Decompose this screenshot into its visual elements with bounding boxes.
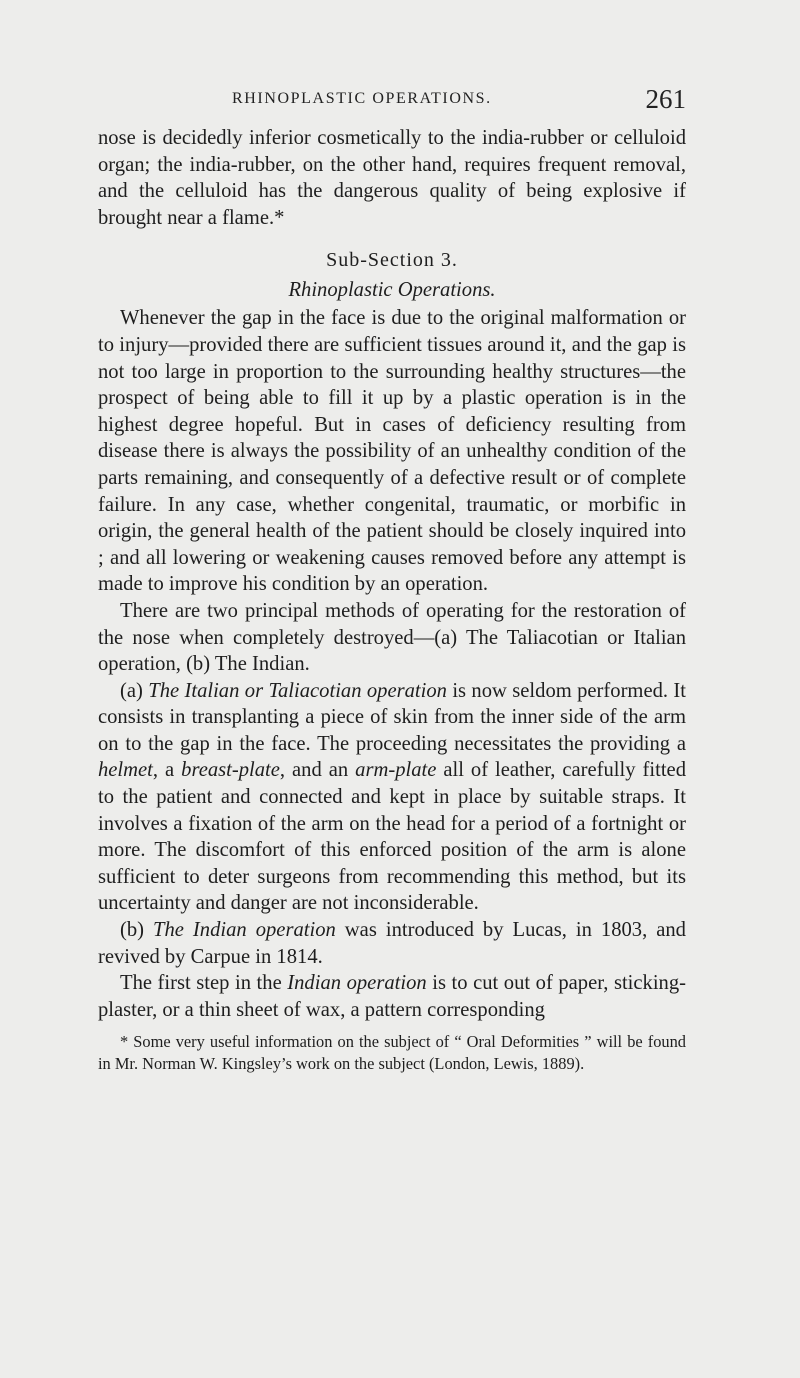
italian-text-4: all of leather, carefully fitted to the patient and connected and kept in place by suitable straps. It involves a fixation of the arm on the head for a period of a fortnight or more. The discomfort of this enforced position of the arm is alone sufficient to deter surgeons from recommending this method, but its uncertainty and danger are not inconsiderable. xyxy=(98,759,686,915)
running-title: RHINOPLASTIC OPERATIONS. xyxy=(232,90,492,107)
first-step-text-2: is to cut out of paper, sticking-plaster, or a thin sheet of wax, a pattern corresponding xyxy=(98,972,687,1021)
first-step-title: Indian operation xyxy=(287,972,427,995)
indian-text: was introduced by Lucas, in 1803, and revived by Carpue in 1814. xyxy=(98,919,686,968)
section-subtitle: Rhinoplastic Operations. xyxy=(288,279,496,302)
italian-text-3: , and an xyxy=(279,759,356,782)
paragraph-indian-operation xyxy=(98,917,686,970)
section-heading: Sub-Section 3. xyxy=(326,249,458,272)
indian-operation-title: The Indian operation xyxy=(153,919,336,942)
label-b: (b) xyxy=(120,919,145,942)
paragraph-methods: There are two principal methods of operating for the restoration of the nose when completely destroyed—(a) The Taliacotian or Italian operation, (b) The Indian. xyxy=(98,599,686,676)
first-step-text-1: The first step in the xyxy=(120,972,288,995)
body-text xyxy=(98,125,686,1075)
term-arm-plate: arm-plate xyxy=(355,759,437,782)
paragraph-whenever: Whenever the gap in the face is due to the original malformation or to injury—provided there are sufficient tissues around it, and the gap is not too large in proportion to the surrounding healthy structures—the prospect of being able to fill it up by a plastic operation is in the highest degree hopeful. But in cases of deficiency resulting from disease there is always the possibility of an unhealthy condition of the parts remaining, and consequently of a defective result or of complete failure. In any case, whether congenital, traumatic, or morbific in origin, the general health of the patient should be closely inquired into ; and all lowering or weakening causes removed before any attempt is made to improve his condition by an operation. xyxy=(98,307,686,596)
italian-operation-title: The Italian or Taliacotian operation xyxy=(148,679,447,702)
paragraph-italian-operation xyxy=(98,678,686,917)
running-head xyxy=(100,84,686,114)
paragraph-first-step xyxy=(98,970,686,1023)
term-breast-plate: breast-plate xyxy=(181,759,280,782)
italian-text-1: is now seldom performed. It consists in transplanting a piece of skin from the inner side of the arm on to the gap in the face. The proceeding necessitates the providing a xyxy=(98,679,686,755)
paragraph-continuation: nose is decidedly inferior cosmetically to the india-rubber or celluloid organ; the india-rubber, on the other hand, requires frequent removal, and the celluloid has the dangerous quality of being explosive if brought near a flame.* xyxy=(98,127,686,229)
term-helmet: helmet xyxy=(98,759,153,782)
page-number: 261 xyxy=(645,84,686,114)
label-a: (a) xyxy=(120,679,143,702)
italian-text-2: , a xyxy=(152,759,182,782)
footnote: * Some very useful information on the subject of “ Oral Deformities ” will be found in Mr. Norman W. Kingsley’s work on the subject (London, Lewis, 1889). xyxy=(98,1032,686,1074)
